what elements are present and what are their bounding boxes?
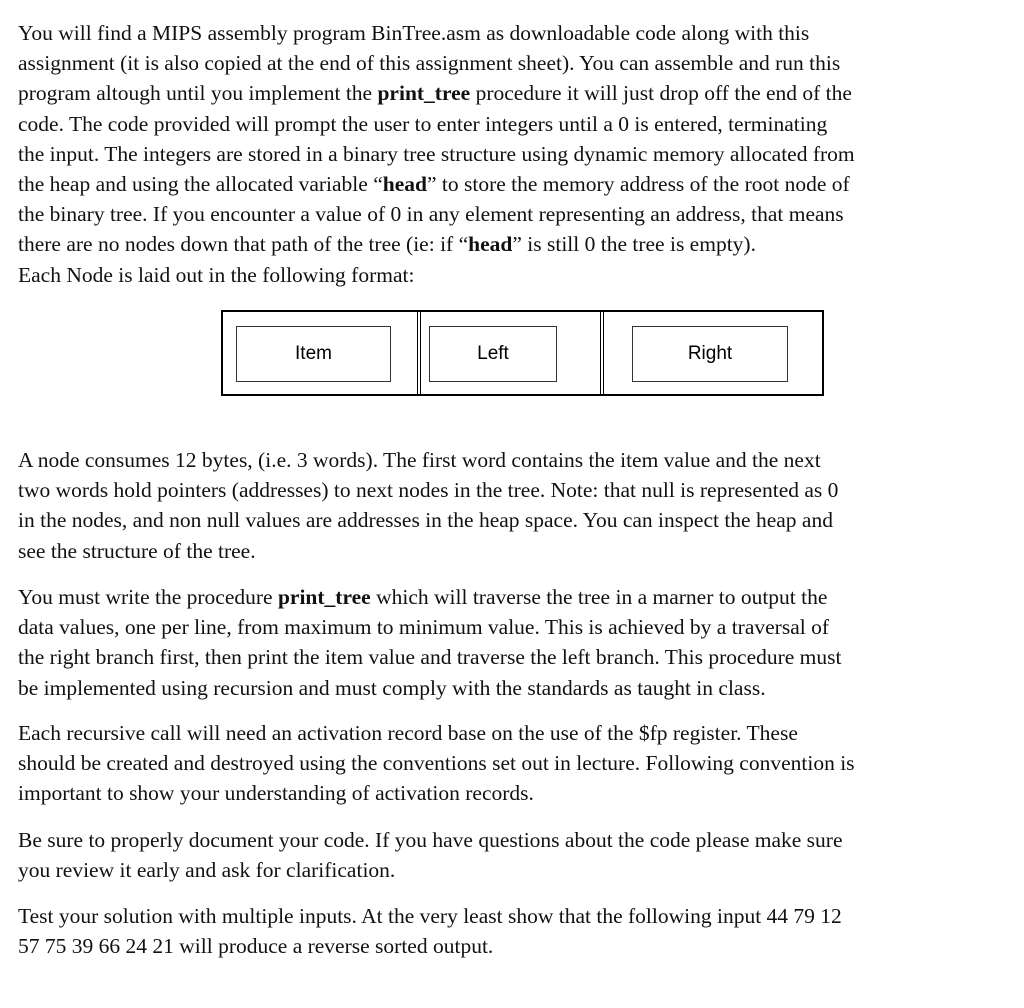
activation-record-paragraph <box>18 718 1008 809</box>
para5-line-2: you review it early and ask for clarification. <box>18 858 396 883</box>
intro-line-5: the input. The integers are stored in a binary tree structure using dynamic memory allocated from <box>18 141 855 166</box>
intro-line-8a: there are no nodes down that path of the tree (ie: if “ <box>18 232 469 257</box>
documentation-paragraph <box>18 825 1008 885</box>
node-format-label: Each Node is laid out in the following format: <box>18 262 415 287</box>
para2-line-3: in the nodes, and non null values are addresses in the heap space. You can inspect the heap and <box>18 508 833 533</box>
assignment-page <box>18 18 1008 290</box>
intro-line-4: code. The code provided will prompt the user to enter integers until a 0 is entered, terminating <box>18 111 828 136</box>
para6-line-1: Test your solution with multiple inputs. At the very least show that the following input 44 79 12 <box>18 904 842 928</box>
diagram-divider-2 <box>600 312 604 394</box>
para2-line-4: see the structure of the tree. <box>18 538 256 563</box>
para3-line-3: the right branch first, then print the item value and traverse the left branch. This procedure must <box>18 645 842 670</box>
para3-line-4: be implemented using recursion and must comply with the standards as taught in class. <box>18 675 766 700</box>
para3-line-1c: which will traverse the tree in a marner to output the <box>370 585 828 609</box>
intro-line-6a: the heap and using the allocated variable “ <box>18 172 383 197</box>
para3-line-2: data values, one per line, from maximum to minimum value. This is achieved by a traversal of <box>18 615 830 640</box>
intro-line-1: You will find a MIPS assembly program BinTree.asm as downloadable code along with this <box>18 21 810 45</box>
node-field-left: Left <box>429 326 557 382</box>
head-keyword-2: head <box>468 232 513 257</box>
node-field-right: Right <box>632 326 788 382</box>
head-keyword: head <box>382 172 427 197</box>
print-tree-keyword-2: print_tree <box>277 585 371 609</box>
node-field-item: Item <box>236 326 391 382</box>
intro-line-3c: procedure it will just drop off the end of the <box>470 81 852 106</box>
test-paragraph <box>18 901 1008 961</box>
para3-line-1a: You must write the procedure <box>18 585 278 609</box>
intro-paragraph <box>18 18 1008 290</box>
para4-line-1: Each recursive call will need an activation record base on the use of the $fp register. These <box>18 721 798 745</box>
para2-line-2: two words hold pointers (addresses) to next nodes in the tree. Note: that null is represented as 0 <box>18 478 839 503</box>
intro-line-3a: program altough until you implement the <box>18 81 378 106</box>
intro-line-2: assignment (it is also copied at the end of this assignment sheet). You can assemble and run this <box>18 51 841 76</box>
diagram-divider-1 <box>417 312 421 394</box>
para4-line-2: should be created and destroyed using the conventions set out in lecture. Following convention is <box>18 751 855 776</box>
para5-line-1: Be sure to properly document your code. If you have questions about the code please make sure <box>18 828 843 852</box>
para4-line-3: important to show your understanding of activation records. <box>18 781 534 806</box>
para6-line-2: 57 75 39 66 24 21 will produce a reverse sorted output. <box>18 934 494 959</box>
para2-line-1: A node consumes 12 bytes, (i.e. 3 words). The first word contains the item value and the next <box>18 448 821 472</box>
intro-line-7: the binary tree. If you encounter a value of 0 in any element representing an address, that means <box>18 202 844 227</box>
intro-line-8c: ” is still 0 the tree is empty). <box>512 232 756 257</box>
print-tree-keyword: print_tree <box>377 81 471 106</box>
intro-line-6c: ” to store the memory address of the root node of <box>426 172 850 197</box>
node-layout-diagram <box>221 310 824 396</box>
node-size-paragraph <box>18 445 1008 566</box>
print-tree-paragraph <box>18 582 1008 703</box>
